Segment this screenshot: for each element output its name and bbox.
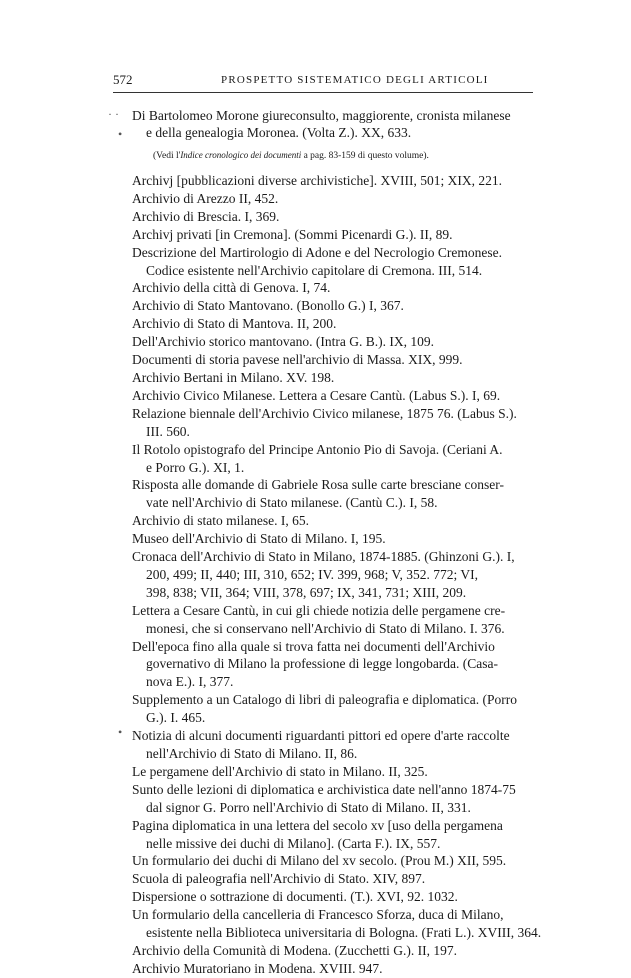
entries-list	[132, 172, 552, 978]
entry-line: Le pergamene dell'Archivio di stato in Milano. II, 325.	[132, 763, 428, 779]
entry-line: dal signor G. Porro nell'Archivio di Stato di Milano. II, 331.	[146, 799, 471, 815]
entry-line: governativo di Milano la professione di legge longobarda. (Casa-	[146, 656, 499, 672]
entry-line: 398, 838; VII, 364; VIII, 378, 697; IX, 341, 731; XIII, 209.	[146, 584, 467, 600]
entry-line: Un formulario della cancelleria di Francesco Sforza, duca di Milano,	[132, 907, 504, 923]
note-before: (Vedi l'	[153, 151, 181, 161]
entry-line: Archivj privati [in Cremona]. (Sommi Picenardi G.). II, 89.	[132, 226, 453, 242]
entry-line: Notizia di alcuni documenti riguardanti pittori ed opere d'arte raccolte	[132, 728, 510, 744]
entry-line: Cronaca dell'Archivio di Stato in Milano, 1874-1885. (Ghinzoni G.). I,	[132, 549, 515, 565]
margin-dot: •	[118, 127, 123, 141]
entry-line: Archivio Muratoriano in Modena. XVIII. 947.	[132, 960, 383, 976]
entry-line: Risposta alle domande di Gabriele Rosa sulle carte bresciane conser-	[132, 477, 504, 493]
entry-line: Archivio della Comunità di Modena. (Zucchetti G.). II, 197.	[132, 942, 458, 958]
entry-line: Relazione biennale dell'Archivio Civico milanese, 1875 76. (Labus S.).	[132, 405, 517, 421]
entry-line: Sunto delle lezioni di diplomatica e archivistica date nell'anno 1874-75	[132, 781, 516, 797]
entry-line: nova E.). I, 377.	[146, 674, 234, 690]
cross-reference-note	[153, 150, 429, 161]
entry-line: Archivj [pubblicazioni diverse archivistiche]. XVIII, 501; XIX, 221.	[132, 173, 503, 188]
entry-line: Un formulario dei duchi di Milano del xv secolo. (Prou M.) XII, 595.	[132, 853, 507, 869]
note-italic: Indice cronologico dei documenti	[180, 150, 302, 160]
intro-entry	[132, 107, 552, 141]
margin-dot: •	[118, 725, 123, 739]
entry-line: Descrizione del Martirologio di Adone e del Necrologio Cremonese.	[132, 244, 503, 260]
entry-line: Il Rotolo opistografo del Principe Antonio Pio di Savoja. (Ceriani A.	[132, 441, 503, 457]
entry-line: Archivio di Stato di Mantova. II, 200.	[132, 316, 337, 332]
entry-line: Supplemento a un Catalogo di libri di paleografia e diplomatica. (Porro	[132, 692, 518, 708]
entry-line: Archivio di Brescia. I, 369.	[132, 208, 280, 224]
entry-line: nell'Archivio di Stato di Milano. II, 86.	[146, 746, 358, 761]
entry-line: monesi, che si conservano nell'Archivio di Stato di Milano. I. 376.	[146, 620, 505, 636]
entry-line: Dell'Archivio storico mantovano. (Intra G. B.). IX, 109.	[132, 334, 434, 350]
entry-line: nelle missive dei duchi di Milano]. (Carta F.). IX, 557.	[146, 835, 441, 851]
entry-line: Archivio Bertani in Milano. XV. 198.	[132, 369, 335, 385]
entry-line: Documenti di storia pavese nell'archivio di Massa. XIX, 999.	[132, 352, 463, 368]
entry-line: vate nell'Archivio di Stato milanese. (Cantù C.). I, 58.	[146, 495, 438, 511]
intro-line-2: e della genealogia Moronea. (Volta Z.). XX, 633.	[146, 125, 412, 140]
intro-line-1: Di Bartolomeo Morone giureconsulto, maggiorente, cronista milanese	[132, 108, 511, 123]
entry-line: Museo dell'Archivio di Stato di Milano. I, 195.	[132, 531, 386, 547]
entry-line: III. 560.	[146, 423, 190, 439]
note-after: a pag. 83-159 di questo volume).	[301, 151, 429, 161]
page-header	[113, 70, 533, 93]
entry-line: Archivio di Arezzo II, 452.	[132, 190, 279, 206]
entry-line: Archivio della città di Genova. I, 74.	[132, 280, 331, 296]
page-number: 572	[113, 72, 133, 87]
running-head: PROSPETTO SISTEMATICO DEGLI ARTICOLI	[221, 74, 489, 86]
entry-line: Lettera a Cesare Cantù, in cui gli chiede notizia delle pergamene cre-	[132, 602, 506, 618]
entry-line: Scuola di paleografia nell'Archivio di Stato. XIV, 897.	[132, 871, 426, 887]
entry-line: Archivio di Stato Mantovano. (Bonollo G.) I, 367.	[132, 298, 404, 314]
entry-line: Codice esistente nell'Archivio capitolare di Cremona. III, 514.	[146, 262, 483, 278]
entry-line: 200, 499; II, 440; III, 310, 652; IV. 399, 968; V, 352. 772; VI,	[146, 566, 479, 582]
entry-line: Archivio Civico Milanese. Lettera a Cesare Cantù. (Labus S.). I, 69.	[132, 387, 501, 403]
entry-line: e Porro G.). XI, 1.	[146, 459, 245, 475]
entry-line: Dispersione o sottrazione di documenti. (T.). XVI, 92. 1032.	[132, 889, 458, 905]
entry-line: G.). I. 465.	[146, 710, 206, 726]
entry-line: esistente nella Biblioteca universitaria di Bologna. (Frati L.). XVIII, 364.	[146, 925, 542, 941]
entry-line: Archivio di stato milanese. I, 65.	[132, 513, 309, 529]
entry-line: Dell'epoca fino alla quale si trova fatta nei documenti dell'Archivio	[132, 638, 495, 654]
entry-line: Pagina diplomatica in una lettera del secolo xv [uso della pergamena	[132, 817, 503, 833]
margin-mark: · ·	[108, 107, 119, 121]
